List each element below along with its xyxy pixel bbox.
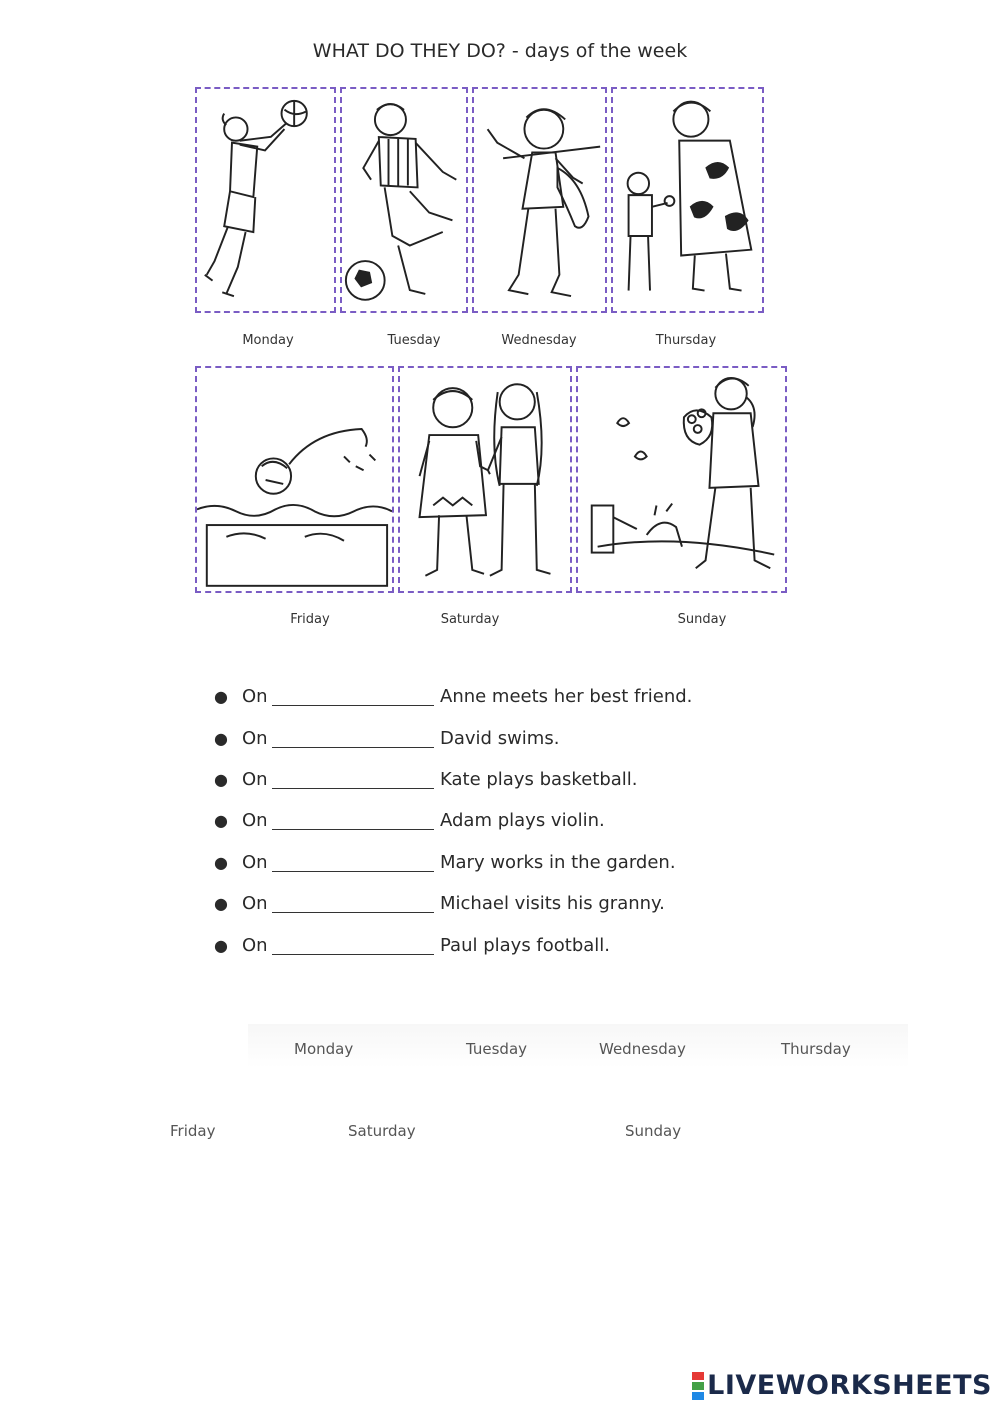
sentence-prefix: On	[242, 768, 268, 790]
answer-option-thursday[interactable]: Thursday	[781, 1040, 851, 1058]
picture-swimming	[195, 366, 394, 593]
answer-blank[interactable]	[272, 770, 434, 789]
sentence-item	[214, 676, 692, 717]
sentence-item	[214, 759, 692, 800]
brand-mark-icon	[692, 1371, 704, 1401]
sentence-prefix: On	[242, 810, 268, 832]
answer-option-sunday[interactable]: Sunday	[625, 1122, 682, 1140]
sentence-item	[214, 924, 692, 965]
answer-option-saturday[interactable]: Saturday	[348, 1122, 416, 1140]
picture-label-saturday: Saturday	[440, 612, 500, 627]
sentence-prefix: On	[242, 851, 268, 873]
answer-blank[interactable]	[272, 894, 434, 913]
sentence-item	[214, 800, 692, 841]
picture-label-monday: Monday	[242, 333, 294, 348]
picture-violin	[472, 87, 607, 313]
bullet: ●	[214, 935, 228, 955]
sentence-text: Kate plays basketball.	[440, 768, 638, 790]
sentence-item	[214, 717, 692, 758]
sentence-text: David swims.	[440, 727, 560, 749]
picture-label-wednesday: Wednesday	[501, 333, 577, 348]
bullet: ●	[214, 728, 228, 748]
sentence-prefix: On	[242, 727, 268, 749]
answer-blank[interactable]	[272, 936, 434, 955]
sentence-prefix: On	[242, 686, 268, 708]
brand-name: LIVEWORKSHEETS	[707, 1370, 992, 1401]
bullet: ●	[214, 811, 228, 831]
picture-friends	[398, 366, 572, 593]
sentence-text: Mary works in the garden.	[440, 851, 676, 873]
sentence-item	[214, 842, 692, 883]
answer-blank[interactable]	[272, 729, 434, 748]
sentence-text: Adam plays violin.	[440, 810, 605, 832]
answer-option-friday[interactable]: Friday	[170, 1122, 216, 1140]
bullet: ●	[214, 894, 228, 914]
picture-basketball	[195, 87, 336, 313]
picture-garden	[576, 366, 787, 593]
sentence-text: Michael visits his granny.	[440, 893, 665, 915]
picture-label-sunday: Sunday	[677, 612, 727, 627]
brand-mark-green	[692, 1382, 704, 1390]
brand-mark-blue	[692, 1392, 704, 1400]
sentence-text: Anne meets her best friend.	[440, 686, 693, 708]
picture-granny	[611, 87, 764, 313]
answer-blank[interactable]	[272, 853, 434, 872]
sentence-item	[214, 883, 692, 924]
sentence-list	[214, 676, 692, 966]
brand-mark-red	[692, 1372, 704, 1380]
picture-football	[340, 87, 468, 313]
worksheet-title: WHAT DO THEY DO? - days of the week	[312, 40, 688, 62]
picture-label-tuesday: Tuesday	[387, 333, 441, 348]
picture-label-thursday: Thursday	[655, 333, 717, 348]
answer-option-tuesday[interactable]: Tuesday	[466, 1040, 528, 1058]
bullet: ●	[214, 687, 228, 707]
answer-option-wednesday[interactable]: Wednesday	[599, 1040, 686, 1058]
bullet: ●	[214, 769, 228, 789]
answer-blank[interactable]	[272, 687, 434, 706]
answer-blank[interactable]	[272, 811, 434, 830]
sentence-text: Paul plays football.	[440, 934, 611, 956]
bullet: ●	[214, 852, 228, 872]
picture-label-friday: Friday	[290, 612, 330, 627]
sentence-prefix: On	[242, 893, 268, 915]
liveworksheets-logo[interactable]	[692, 1370, 992, 1401]
answer-option-monday[interactable]: Monday	[294, 1040, 354, 1058]
sentence-prefix: On	[242, 934, 268, 956]
